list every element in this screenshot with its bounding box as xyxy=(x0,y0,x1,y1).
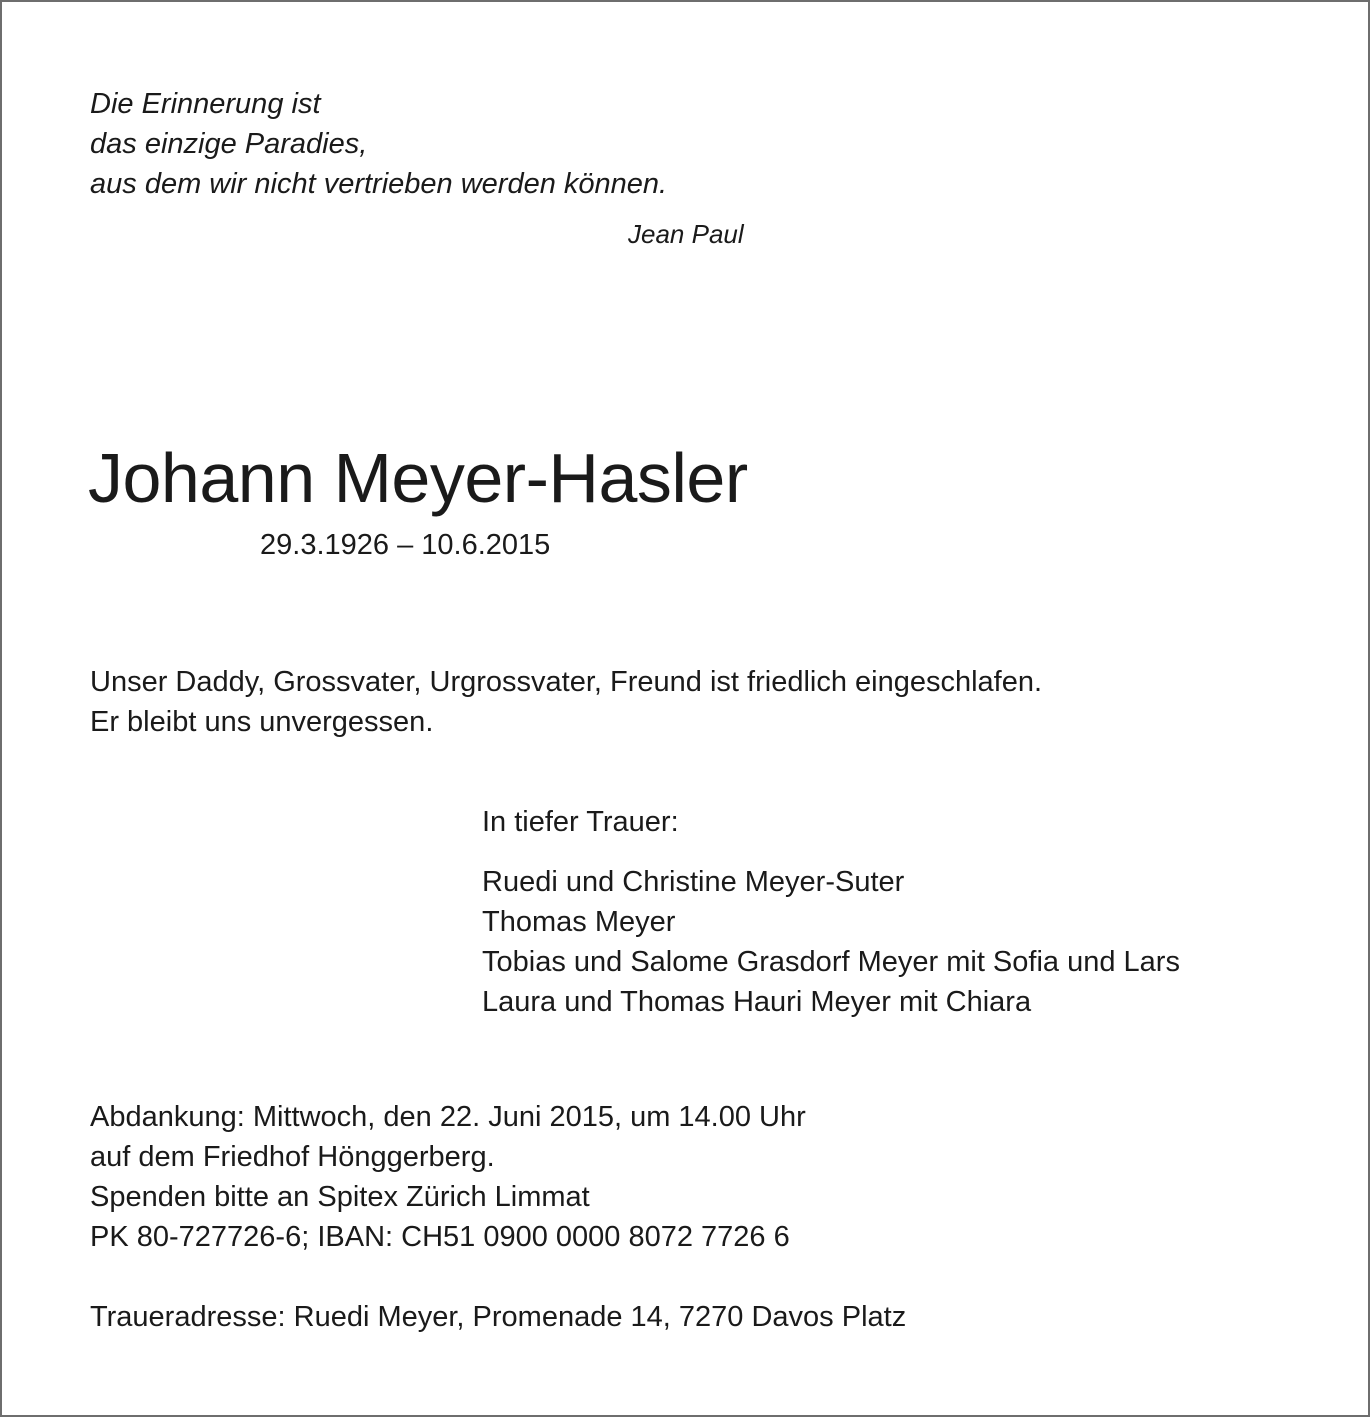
mourning-label: In tiefer Trauer: xyxy=(482,806,679,838)
quote-author: Jean Paul xyxy=(628,219,744,249)
mourner-name: Tobias und Salome Grasdorf Meyer mit Sofia und Lars xyxy=(482,946,1180,978)
life-dates: 29.3.1926 – 10.6.2015 xyxy=(260,529,551,561)
message-line: Er bleibt uns unvergessen. xyxy=(90,706,434,738)
deceased-name: Johann Meyer-Hasler xyxy=(88,439,748,517)
service-info xyxy=(90,1097,806,1257)
service-line: PK 80-727726-6; IBAN: CH51 0900 0000 8072 7726 6 xyxy=(90,1221,790,1253)
mourner-name: Thomas Meyer xyxy=(482,906,676,938)
quote xyxy=(90,84,667,204)
mourner-name: Laura und Thomas Hauri Meyer mit Chiara xyxy=(482,986,1032,1018)
mourner-name: Ruedi und Christine Meyer-Suter xyxy=(482,866,905,898)
mourners-list xyxy=(482,862,1180,1022)
service-line: auf dem Friedhof Hönggerberg. xyxy=(90,1141,495,1173)
service-line: Abdankung: Mittwoch, den 22. Juni 2015, um 14.00 Uhr xyxy=(90,1101,806,1133)
quote-line: aus dem wir nicht vertrieben werden können. xyxy=(90,168,668,200)
service-line: Spenden bitte an Spitex Zürich Limmat xyxy=(90,1181,590,1213)
mourning-address: Traueradresse: Ruedi Meyer, Promenade 14, 7270 Davos Platz xyxy=(90,1301,907,1333)
quote-line: das einzige Paradies, xyxy=(90,128,368,160)
message xyxy=(90,662,1042,742)
quote-line: Die Erinnerung ist xyxy=(90,88,321,120)
message-line: Unser Daddy, Grossvater, Urgrossvater, Freund ist friedlich eingeschlafen. xyxy=(90,666,1043,698)
